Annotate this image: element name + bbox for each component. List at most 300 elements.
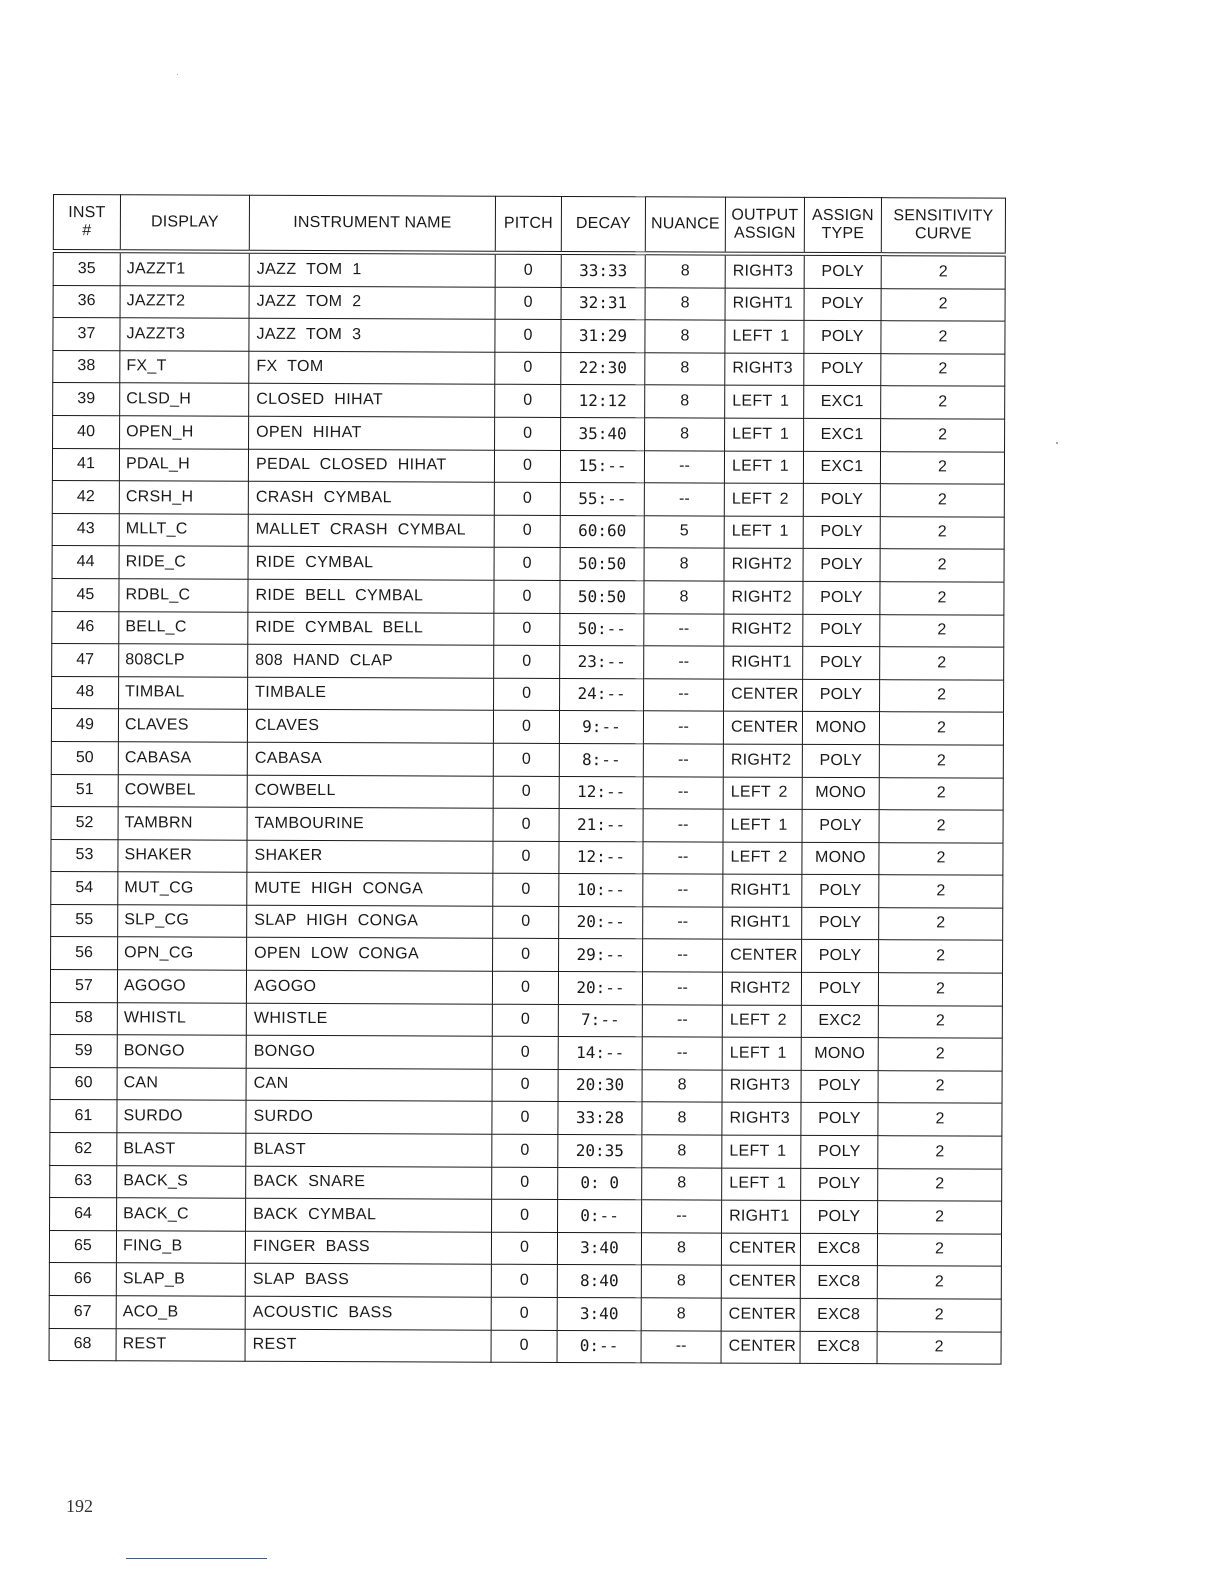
nuance-cell: 8 <box>645 320 725 353</box>
output-assign-cell: RIGHT2 <box>724 614 803 647</box>
decay-cell: 0:-- <box>557 1330 641 1363</box>
table-row <box>53 285 1005 321</box>
sensitivity-curve-cell: 2 <box>878 1136 1002 1169</box>
decay-cell: 31:29 <box>561 320 645 353</box>
decay-cell: 55:-- <box>560 483 644 516</box>
pitch-cell: 0 <box>495 319 561 352</box>
inst-number-cell: 57 <box>50 970 117 1003</box>
display-cell: JAZZT3 <box>120 318 249 351</box>
pitch-cell: 0 <box>492 1134 558 1167</box>
display-cell: BACK_C <box>117 1198 246 1231</box>
inst-number-cell: 55 <box>51 904 118 937</box>
header-assign-type: ASSIGN TYPE <box>804 197 881 254</box>
table-row <box>52 578 1004 614</box>
table-row <box>50 1035 1002 1071</box>
display-cell: FX_T <box>120 351 249 384</box>
output-assign-cell: RIGHT1 <box>724 646 803 679</box>
pitch-cell: 0 <box>494 613 560 646</box>
output-assign-cell: CENTER <box>721 1233 800 1266</box>
sensitivity-curve-cell: 2 <box>879 875 1003 908</box>
nuance-cell: -- <box>643 939 723 972</box>
output-assign-cell: RIGHT2 <box>724 548 803 581</box>
sensitivity-curve-cell: 2 <box>881 419 1005 452</box>
nuance-cell: 8 <box>641 1265 721 1298</box>
inst-number-cell: 64 <box>50 1198 117 1231</box>
nuance-cell: 8 <box>642 1102 722 1135</box>
instrument-name-cell: REST <box>245 1329 491 1363</box>
table-row <box>52 481 1004 517</box>
pitch-cell: 0 <box>494 580 560 613</box>
inst-number-cell: 36 <box>53 285 120 318</box>
nuance-cell: 5 <box>644 516 724 549</box>
table-row <box>52 644 1004 680</box>
inst-number-cell: 35 <box>53 251 120 285</box>
sensitivity-curve-cell: 2 <box>879 712 1003 745</box>
display-cell: FING_B <box>116 1231 245 1264</box>
instrument-name-cell: SHAKER <box>247 840 493 874</box>
assign-type-cell: POLY <box>803 647 880 680</box>
display-cell: MUT_CG <box>118 872 247 905</box>
assign-type-cell: POLY <box>803 484 880 517</box>
sensitivity-curve-cell: 2 <box>879 908 1003 941</box>
nuance-cell: 8 <box>642 1135 722 1168</box>
inst-number-cell: 47 <box>52 644 119 677</box>
nuance-cell: 8 <box>642 1167 722 1200</box>
table-row <box>52 448 1004 484</box>
assign-type-cell: POLY <box>804 288 881 321</box>
nuance-cell: 8 <box>645 418 725 451</box>
display-cell: PDAL_H <box>119 448 248 481</box>
display-cell: TIMBAL <box>119 676 248 709</box>
pitch-cell: 0 <box>492 1004 558 1037</box>
output-assign-cell: RIGHT2 <box>723 744 802 777</box>
assign-type-cell: POLY <box>802 809 879 842</box>
output-assign-cell: RIGHT3 <box>725 254 804 288</box>
table-row <box>51 709 1003 745</box>
header-decay: DECAY <box>561 196 645 253</box>
nuance-cell: 8 <box>644 581 724 614</box>
output-assign-cell: RIGHT2 <box>724 581 803 614</box>
assign-type-cell: POLY <box>803 679 880 712</box>
assign-type-cell: EXC1 <box>804 418 881 451</box>
sensitivity-curve-cell: 2 <box>877 1331 1001 1364</box>
nuance-cell: -- <box>642 1037 722 1070</box>
table-row <box>51 839 1003 875</box>
instrument-name-cell: BONGO <box>246 1035 492 1069</box>
header-output-assign: OUTPUT ASSIGN <box>725 197 804 254</box>
decay-cell: 12:12 <box>561 385 645 418</box>
output-assign-cell: LEFT 1 <box>722 1135 801 1168</box>
display-cell: BELL_C <box>119 611 248 644</box>
display-cell: COWBEL <box>118 774 247 807</box>
table-row <box>53 350 1005 386</box>
display-cell: CLSD_H <box>120 383 249 416</box>
decay-cell: 20:35 <box>558 1134 642 1167</box>
assign-type-cell: EXC8 <box>800 1233 877 1266</box>
sensitivity-curve-cell: 2 <box>878 1201 1002 1234</box>
pitch-cell: 0 <box>491 1265 557 1298</box>
table-row <box>50 1100 1002 1136</box>
inst-number-cell: 68 <box>49 1328 116 1361</box>
table-row <box>53 383 1005 419</box>
inst-number-cell: 39 <box>53 383 120 416</box>
assign-type-cell: POLY <box>801 1168 878 1201</box>
nuance-cell: -- <box>642 972 722 1005</box>
pitch-cell: 0 <box>493 906 559 939</box>
decay-cell: 15:-- <box>560 450 644 483</box>
pitch-cell: 0 <box>491 1330 557 1363</box>
output-assign-cell: LEFT 2 <box>723 777 802 810</box>
pitch-cell: 0 <box>492 1069 558 1102</box>
inst-number-cell: 42 <box>52 481 119 514</box>
assign-type-cell: POLY <box>802 875 879 908</box>
pitch-cell: 0 <box>492 971 558 1004</box>
output-assign-cell: LEFT 1 <box>723 809 802 842</box>
table-row <box>49 1230 1001 1266</box>
sensitivity-curve-cell: 2 <box>880 451 1004 484</box>
assign-type-cell: MONO <box>802 777 879 810</box>
display-cell: RDBL_C <box>119 579 248 612</box>
decay-cell: 29:-- <box>559 939 643 972</box>
decay-cell: 21:-- <box>559 809 643 842</box>
pitch-cell: 0 <box>493 776 559 809</box>
instrument-name-cell: BACK CYMBAL <box>246 1198 492 1232</box>
table-row <box>49 1328 1001 1364</box>
pitch-cell: 0 <box>495 417 561 450</box>
decay-cell: 8:-- <box>559 743 643 776</box>
sensitivity-curve-cell: 2 <box>880 647 1004 680</box>
display-cell: CRSH_H <box>119 481 248 514</box>
instrument-name-cell: CLAVES <box>247 710 493 744</box>
display-cell: JAZZT2 <box>120 285 249 318</box>
nuance-cell: -- <box>643 907 723 940</box>
inst-number-cell: 38 <box>53 350 120 383</box>
pitch-cell: 0 <box>494 450 560 483</box>
nuance-cell: 8 <box>641 1298 721 1331</box>
sensitivity-curve-cell: 2 <box>877 1299 1001 1332</box>
decay-cell: 33:33 <box>561 253 645 287</box>
decay-cell: 35:40 <box>561 417 645 450</box>
inst-number-cell: 48 <box>52 676 119 709</box>
sensitivity-curve-cell: 2 <box>880 679 1004 712</box>
output-assign-cell: RIGHT2 <box>722 972 801 1005</box>
pitch-cell: 0 <box>494 678 560 711</box>
display-cell: CAN <box>117 1068 246 1101</box>
output-assign-cell: CENTER <box>723 711 802 744</box>
instrument-name-cell: SURDO <box>246 1101 492 1135</box>
instrument-name-cell: PEDAL CLOSED HIHAT <box>248 449 494 483</box>
output-assign-cell: RIGHT1 <box>722 1200 801 1233</box>
instrument-name-cell: TIMBALE <box>248 677 494 711</box>
instrument-name-cell: RIDE CYMBAL BELL <box>248 612 494 646</box>
pitch-cell: 0 <box>495 253 561 287</box>
pitch-cell: 0 <box>493 841 559 874</box>
pitch-cell: 0 <box>495 287 561 320</box>
assign-type-cell: POLY <box>801 1201 878 1234</box>
display-cell: BONGO <box>117 1035 246 1068</box>
output-assign-cell: LEFT 2 <box>723 842 802 875</box>
assign-type-cell: EXC1 <box>803 451 880 484</box>
pitch-cell: 0 <box>491 1232 557 1265</box>
sensitivity-curve-cell: 2 <box>878 1103 1002 1136</box>
nuance-cell: -- <box>644 678 724 711</box>
table-row <box>50 970 1002 1006</box>
table-row <box>50 1067 1002 1103</box>
inst-number-cell: 52 <box>51 807 118 840</box>
nuance-cell: 8 <box>642 1070 722 1103</box>
instrument-name-cell: AGOGO <box>246 970 492 1004</box>
display-cell: AGOGO <box>117 970 246 1003</box>
display-cell: MLLT_C <box>119 514 248 547</box>
display-cell: REST <box>116 1328 245 1361</box>
table-row <box>52 513 1004 549</box>
output-assign-cell: CENTER <box>721 1298 800 1331</box>
assign-type-cell: MONO <box>802 842 879 875</box>
decay-cell: 0:-- <box>558 1200 642 1233</box>
instrument-name-cell: RIDE BELL CYMBAL <box>248 579 494 613</box>
nuance-cell: -- <box>644 450 724 483</box>
assign-type-cell: POLY <box>803 614 880 647</box>
pitch-cell: 0 <box>494 515 560 548</box>
output-assign-cell: CENTER <box>721 1331 800 1364</box>
decay-cell: 32:31 <box>561 287 645 320</box>
display-cell: 808CLP <box>119 644 248 677</box>
header-pitch: PITCH <box>495 196 561 253</box>
nuance-cell: -- <box>641 1330 721 1363</box>
table-row <box>53 251 1005 289</box>
pitch-cell: 0 <box>494 548 560 581</box>
instrument-name-cell: FINGER BASS <box>245 1231 491 1265</box>
sensitivity-curve-cell: 2 <box>881 353 1005 386</box>
assign-type-cell: POLY <box>802 744 879 777</box>
table-row <box>51 741 1003 777</box>
display-cell: RIDE_C <box>119 546 248 579</box>
instrument-name-cell: COWBELL <box>247 775 493 809</box>
sensitivity-curve-cell: 2 <box>878 973 1002 1006</box>
inst-number-cell: 59 <box>50 1035 117 1068</box>
decay-cell: 24:-- <box>560 678 644 711</box>
display-cell: SHAKER <box>118 839 247 872</box>
display-cell: BACK_S <box>117 1165 246 1198</box>
nuance-cell: -- <box>643 744 723 777</box>
nuance-cell: -- <box>642 1004 722 1037</box>
instrument-name-cell: WHISTLE <box>246 1003 492 1037</box>
assign-type-cell: POLY <box>804 321 881 354</box>
decay-cell: 20:-- <box>559 906 643 939</box>
sensitivity-curve-cell: 2 <box>877 1266 1001 1299</box>
decay-cell: 60:60 <box>560 515 644 548</box>
output-assign-cell: LEFT 1 <box>724 451 803 484</box>
header-sensitivity-curve: SENSITIVITY CURVE <box>881 198 1005 255</box>
footer-rule <box>126 1558 267 1559</box>
instrument-name-cell: FX TOM <box>249 351 495 385</box>
sensitivity-curve-cell: 2 <box>878 1071 1002 1104</box>
display-cell: SLAP_B <box>116 1263 245 1296</box>
output-assign-cell: RIGHT3 <box>722 1070 801 1103</box>
assign-type-cell: POLY <box>803 516 880 549</box>
output-assign-cell: CENTER <box>723 940 802 973</box>
assign-type-cell: EXC2 <box>801 1005 878 1038</box>
instrument-name-cell: MALLET CRASH CYMBAL <box>248 514 494 548</box>
display-cell: TAMBRN <box>118 807 247 840</box>
table-row <box>52 676 1004 712</box>
sensitivity-curve-cell: 2 <box>879 745 1003 778</box>
display-cell: SLP_CG <box>118 905 247 938</box>
inst-number-cell: 46 <box>52 611 119 644</box>
pitch-cell: 0 <box>493 808 559 841</box>
header-row <box>53 195 1005 255</box>
output-assign-cell: RIGHT3 <box>722 1103 801 1136</box>
instrument-name-cell: OPEN HIHAT <box>249 416 495 450</box>
pitch-cell: 0 <box>491 1297 557 1330</box>
sensitivity-curve-cell: 2 <box>880 484 1004 517</box>
inst-number-cell: 37 <box>53 318 120 351</box>
instrument-name-cell: JAZZ TOM 2 <box>249 286 495 320</box>
display-cell: JAZZT1 <box>120 251 249 286</box>
decay-cell: 9:-- <box>559 711 643 744</box>
inst-number-cell: 60 <box>50 1067 117 1100</box>
decay-cell: 23:-- <box>560 646 644 679</box>
nuance-cell: -- <box>644 483 724 516</box>
instrument-name-cell: OPEN LOW CONGA <box>247 938 493 972</box>
inst-number-cell: 40 <box>53 415 120 448</box>
assign-type-cell: POLY <box>802 940 879 973</box>
output-assign-cell: RIGHT1 <box>723 874 802 907</box>
header-instrument-name: INSTRUMENT NAME <box>249 195 495 252</box>
pitch-cell: 0 <box>494 482 560 515</box>
assign-type-cell: POLY <box>802 907 879 940</box>
instrument-name-cell: RIDE CYMBAL <box>248 547 494 581</box>
table-row <box>51 937 1003 973</box>
pitch-cell: 0 <box>495 352 561 385</box>
output-assign-cell: LEFT 1 <box>722 1037 801 1070</box>
table-row <box>51 774 1003 810</box>
decay-cell: 12:-- <box>559 776 643 809</box>
sensitivity-curve-cell: 2 <box>880 516 1004 549</box>
table-row <box>50 1165 1002 1201</box>
pitch-cell: 0 <box>492 1036 558 1069</box>
nuance-cell: -- <box>643 874 723 907</box>
display-cell: CLAVES <box>118 709 247 742</box>
header-display: DISPLAY <box>120 195 249 252</box>
pitch-cell: 0 <box>493 873 559 906</box>
table-row <box>51 904 1003 940</box>
sensitivity-curve-cell: 2 <box>879 842 1003 875</box>
sensitivity-curve-cell: 2 <box>880 549 1004 582</box>
decay-cell: 20:30 <box>558 1069 642 1102</box>
assign-type-cell: EXC1 <box>804 386 881 419</box>
sensitivity-curve-cell: 2 <box>879 940 1003 973</box>
decay-cell: 0: 0 <box>558 1167 642 1200</box>
decay-cell: 10:-- <box>559 874 643 907</box>
sensitivity-curve-cell: 2 <box>881 288 1005 321</box>
pitch-cell: 0 <box>493 939 559 972</box>
output-assign-cell: LEFT 1 <box>722 1168 801 1201</box>
assign-type-cell: POLY <box>803 581 880 614</box>
nuance-cell: 8 <box>644 548 724 581</box>
instrument-name-cell: MUTE HIGH CONGA <box>247 873 493 907</box>
instrument-name-cell: JAZZ TOM 3 <box>249 318 495 352</box>
assign-type-cell: EXC8 <box>800 1298 877 1331</box>
decay-cell: 3:40 <box>557 1232 641 1265</box>
pitch-cell: 0 <box>492 1167 558 1200</box>
pitch-cell: 0 <box>495 385 561 418</box>
assign-type-cell: MONO <box>802 712 879 745</box>
table-row <box>49 1295 1001 1331</box>
inst-number-cell: 54 <box>51 872 118 905</box>
nuance-cell: -- <box>643 809 723 842</box>
inst-number-cell: 44 <box>52 546 119 579</box>
decay-cell: 12:-- <box>559 841 643 874</box>
pitch-cell: 0 <box>493 743 559 776</box>
sensitivity-curve-cell: 2 <box>881 321 1005 354</box>
instrument-name-cell: SLAP BASS <box>245 1264 491 1298</box>
nuance-cell: 8 <box>645 253 725 287</box>
nuance-cell: -- <box>644 613 724 646</box>
assign-type-cell: POLY <box>801 1103 878 1136</box>
display-cell: SURDO <box>117 1100 246 1133</box>
output-assign-cell: CENTER <box>721 1265 800 1298</box>
inst-number-cell: 45 <box>52 578 119 611</box>
table-row <box>52 611 1004 647</box>
output-assign-cell: RIGHT1 <box>725 288 804 321</box>
inst-number-cell: 49 <box>51 709 118 742</box>
table-body <box>49 251 1005 1364</box>
inst-number-cell: 41 <box>52 448 119 481</box>
decay-cell: 14:-- <box>558 1037 642 1070</box>
scan-speck <box>177 74 178 75</box>
output-assign-cell: LEFT 1 <box>725 418 804 451</box>
output-assign-cell: CENTER <box>724 679 803 712</box>
decay-cell: 20:-- <box>558 972 642 1005</box>
display-cell: BLAST <box>117 1133 246 1166</box>
nuance-cell: -- <box>644 646 724 679</box>
nuance-cell: 8 <box>641 1233 721 1266</box>
sensitivity-curve-cell: 2 <box>878 1038 1002 1071</box>
decay-cell: 33:28 <box>558 1102 642 1135</box>
inst-number-cell: 58 <box>50 1002 117 1035</box>
table-row <box>53 318 1005 354</box>
nuance-cell: -- <box>643 776 723 809</box>
sensitivity-curve-cell: 2 <box>880 614 1004 647</box>
instrument-name-cell: BACK SNARE <box>246 1166 492 1200</box>
pitch-cell: 0 <box>494 645 560 678</box>
assign-type-cell: MONO <box>801 1038 878 1071</box>
pitch-cell: 0 <box>493 711 559 744</box>
nuance-cell: 8 <box>645 385 725 418</box>
assign-type-cell: POLY <box>803 549 880 582</box>
instrument-name-cell: CLOSED HIHAT <box>249 384 495 418</box>
sensitivity-curve-cell: 2 <box>878 1005 1002 1038</box>
header-inst: INST # <box>53 195 120 252</box>
pitch-cell: 0 <box>492 1102 558 1135</box>
decay-cell: 50:-- <box>560 613 644 646</box>
assign-type-cell: POLY <box>801 1135 878 1168</box>
output-assign-cell: LEFT 1 <box>725 385 804 418</box>
table-row <box>49 1263 1001 1299</box>
instrument-name-cell: CAN <box>246 1068 492 1102</box>
display-cell: WHISTL <box>117 1002 246 1035</box>
header-nuance: NUANCE <box>645 197 725 254</box>
instrument-name-cell: 808 HAND CLAP <box>248 644 494 678</box>
inst-number-cell: 56 <box>51 937 118 970</box>
sensitivity-curve-cell: 2 <box>879 810 1003 843</box>
sensitivity-curve-cell: 2 <box>881 254 1005 289</box>
instrument-name-cell: TAMBOURINE <box>247 807 493 841</box>
display-cell: CABASA <box>118 742 247 775</box>
table-row <box>50 1133 1002 1169</box>
inst-number-cell: 63 <box>50 1165 117 1198</box>
